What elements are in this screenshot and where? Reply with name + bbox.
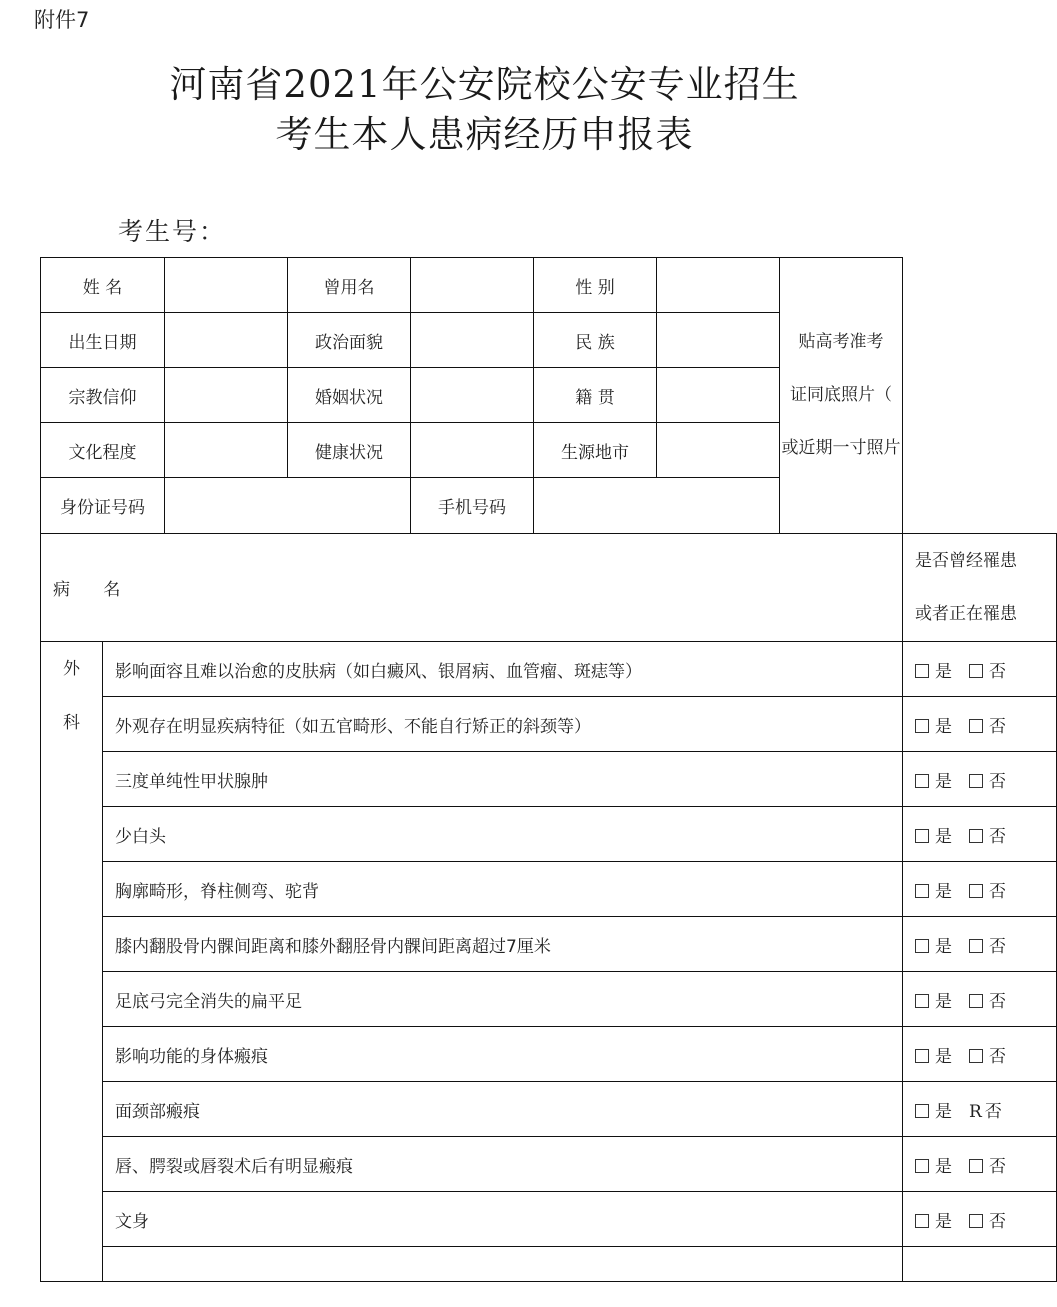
yes-label: 是	[935, 1046, 953, 1067]
no-checkbox[interactable]	[969, 1159, 983, 1173]
department-char: 外	[63, 659, 80, 679]
yes-label: 是	[935, 991, 953, 1012]
yes-checkbox[interactable]	[915, 1104, 929, 1118]
no-checkbox[interactable]	[969, 774, 983, 788]
phone-value-cell[interactable]	[534, 478, 780, 534]
name-label: 姓 名	[41, 258, 165, 313]
disease-name	[103, 1247, 903, 1282]
yes-label: 是	[935, 826, 953, 847]
disease-row	[41, 1247, 1057, 1282]
id-number-value-cell[interactable]	[165, 478, 411, 534]
health-status-label: 健康状况	[288, 423, 411, 478]
no-label: 否	[989, 1211, 1007, 1232]
no-label: 否	[984, 1101, 1003, 1122]
disease-row	[41, 1082, 1057, 1137]
political-status-value-cell[interactable]	[411, 313, 534, 368]
disease-row	[41, 752, 1057, 807]
yes-no-cell	[903, 752, 1057, 807]
health-status-value-cell[interactable]	[411, 423, 534, 478]
disease-name: 影响面容且难以治愈的皮肤病（如白癜风、银屑病、血管瘤、斑痣等）	[103, 642, 903, 697]
disease-row	[41, 697, 1057, 752]
yes-no-header-line-1: 是否曾经罹患	[915, 550, 1017, 571]
department-char: 科	[63, 713, 80, 733]
disease-name: 三度单纯性甲状腺肿	[103, 752, 903, 807]
no-checkbox[interactable]	[969, 1049, 983, 1063]
disease-name: 文身	[103, 1192, 903, 1247]
disease-row	[41, 1137, 1057, 1192]
form-title-line-2: 考生本人患病经历申报表	[275, 113, 694, 156]
disease-name: 影响功能的身体瘢痕	[103, 1027, 903, 1082]
yes-checkbox[interactable]	[915, 884, 929, 898]
yes-no-cell	[903, 697, 1057, 752]
no-checkbox[interactable]	[969, 1214, 983, 1228]
no-label: 否	[989, 771, 1007, 792]
religion-label: 宗教信仰	[41, 368, 165, 423]
birth-date-label: 出生日期	[41, 313, 165, 368]
yes-no-header	[903, 534, 1057, 642]
yes-no-cell	[903, 1027, 1057, 1082]
yes-no-header-line-2: 或者正在罹患	[915, 603, 1017, 624]
disease-name: 少白头	[103, 807, 903, 862]
marital-status-label: 婚姻状况	[288, 368, 411, 423]
birth-date-value-cell[interactable]	[165, 313, 288, 368]
yes-label: 是	[935, 771, 953, 792]
no-checkbox[interactable]	[969, 884, 983, 898]
photo-note-line-1: 贴高考准考	[798, 332, 884, 352]
disease-row	[41, 972, 1057, 1027]
disease-row	[41, 1192, 1057, 1247]
disease-rows	[41, 642, 1057, 1282]
disease-row	[41, 862, 1057, 917]
disease-name: 膝内翻股骨内髁间距离和膝外翻胫骨内髁间距离超过7厘米	[103, 917, 903, 972]
no-label: 否	[989, 881, 1007, 902]
disease-name: 外观存在明显疾病特征（如五官畸形、不能自行矫正的斜颈等）	[103, 697, 903, 752]
no-checkbox[interactable]	[969, 994, 983, 1008]
education-value-cell[interactable]	[165, 423, 288, 478]
attachment-label: 附件7	[34, 8, 90, 32]
form-title-line-1: 河南省2021年公安院校公安专业招生	[169, 63, 800, 106]
religion-value-cell[interactable]	[165, 368, 288, 423]
yes-checkbox[interactable]	[915, 664, 929, 678]
education-label: 文化程度	[41, 423, 165, 478]
yes-no-cell	[903, 972, 1057, 1027]
disease-name: 足底弓完全消失的扁平足	[103, 972, 903, 1027]
yes-checkbox[interactable]	[915, 719, 929, 733]
political-status-label: 政治面貌	[288, 313, 411, 368]
ethnicity-label: 民 族	[534, 313, 657, 368]
exam-number-label: 考生号：	[118, 217, 227, 246]
disease-row	[41, 807, 1057, 862]
yes-no-cell	[903, 862, 1057, 917]
origin-city-label: 生源地市	[534, 423, 657, 478]
ethnicity-value-cell[interactable]	[657, 313, 780, 368]
yes-checkbox[interactable]	[915, 1214, 929, 1228]
disease-name: 胸廓畸形，脊柱侧弯、驼背	[103, 862, 903, 917]
name-value-cell[interactable]	[165, 258, 288, 313]
yes-no-cell	[903, 807, 1057, 862]
photo-area[interactable]	[780, 258, 903, 534]
no-label: 否	[989, 826, 1007, 847]
yes-checkbox[interactable]	[915, 829, 929, 843]
former-name-label: 曾用名	[288, 258, 411, 313]
disease-name: 面颈部瘢痕	[103, 1082, 903, 1137]
yes-no-cell	[903, 1082, 1057, 1137]
disease-row	[41, 917, 1057, 972]
yes-no-cell	[903, 917, 1057, 972]
yes-label: 是	[935, 716, 953, 737]
no-label: 否	[989, 716, 1007, 737]
no-checkbox[interactable]	[969, 829, 983, 843]
id-number-label: 身份证号码	[41, 478, 165, 534]
yes-no-cell	[903, 642, 1057, 697]
yes-checkbox[interactable]	[915, 939, 929, 953]
yes-label: 是	[935, 936, 953, 957]
yes-no-cell	[903, 1247, 1057, 1282]
disease-name: 唇、腭裂或唇裂术后有明显瘢痕	[103, 1137, 903, 1192]
yes-label: 是	[935, 1211, 953, 1232]
no-label: 否	[989, 936, 1007, 957]
yes-label: 是	[935, 1101, 953, 1122]
no-checkbox[interactable]	[969, 719, 983, 733]
gender-value-cell[interactable]	[657, 258, 780, 313]
no-label: 否	[989, 1156, 1007, 1177]
gender-label: 性 别	[534, 258, 657, 313]
native-place-value-cell[interactable]	[657, 368, 780, 423]
no-checkbox[interactable]	[969, 664, 983, 678]
yes-checkbox[interactable]	[915, 1049, 929, 1063]
department-cell	[41, 642, 103, 1282]
yes-label: 是	[935, 881, 953, 902]
declaration-form-table	[40, 257, 1057, 1282]
marital-status-value-cell[interactable]	[411, 368, 534, 423]
disease-name-header: 病 名	[41, 534, 903, 642]
yes-checkbox[interactable]	[915, 774, 929, 788]
former-name-value-cell[interactable]	[411, 258, 534, 313]
disease-row	[41, 1027, 1057, 1082]
yes-label: 是	[935, 1156, 953, 1177]
photo-note-line-2: 证同底照片（	[790, 385, 892, 405]
no-label: 否	[989, 1046, 1007, 1067]
no-label: 否	[989, 991, 1007, 1012]
yes-label: 是	[935, 661, 953, 682]
yes-no-cell	[903, 1192, 1057, 1247]
yes-no-cell	[903, 1137, 1057, 1192]
no-checked-mark[interactable]: R	[969, 1101, 983, 1122]
yes-checkbox[interactable]	[915, 1159, 929, 1173]
no-label: 否	[989, 661, 1007, 682]
no-checkbox[interactable]	[969, 939, 983, 953]
disease-row	[41, 642, 1057, 697]
native-place-label: 籍 贯	[534, 368, 657, 423]
yes-checkbox[interactable]	[915, 994, 929, 1008]
origin-city-value-cell[interactable]	[657, 423, 780, 478]
photo-note-line-3: 或近期一寸照片	[781, 438, 901, 458]
phone-label: 手机号码	[411, 478, 534, 534]
